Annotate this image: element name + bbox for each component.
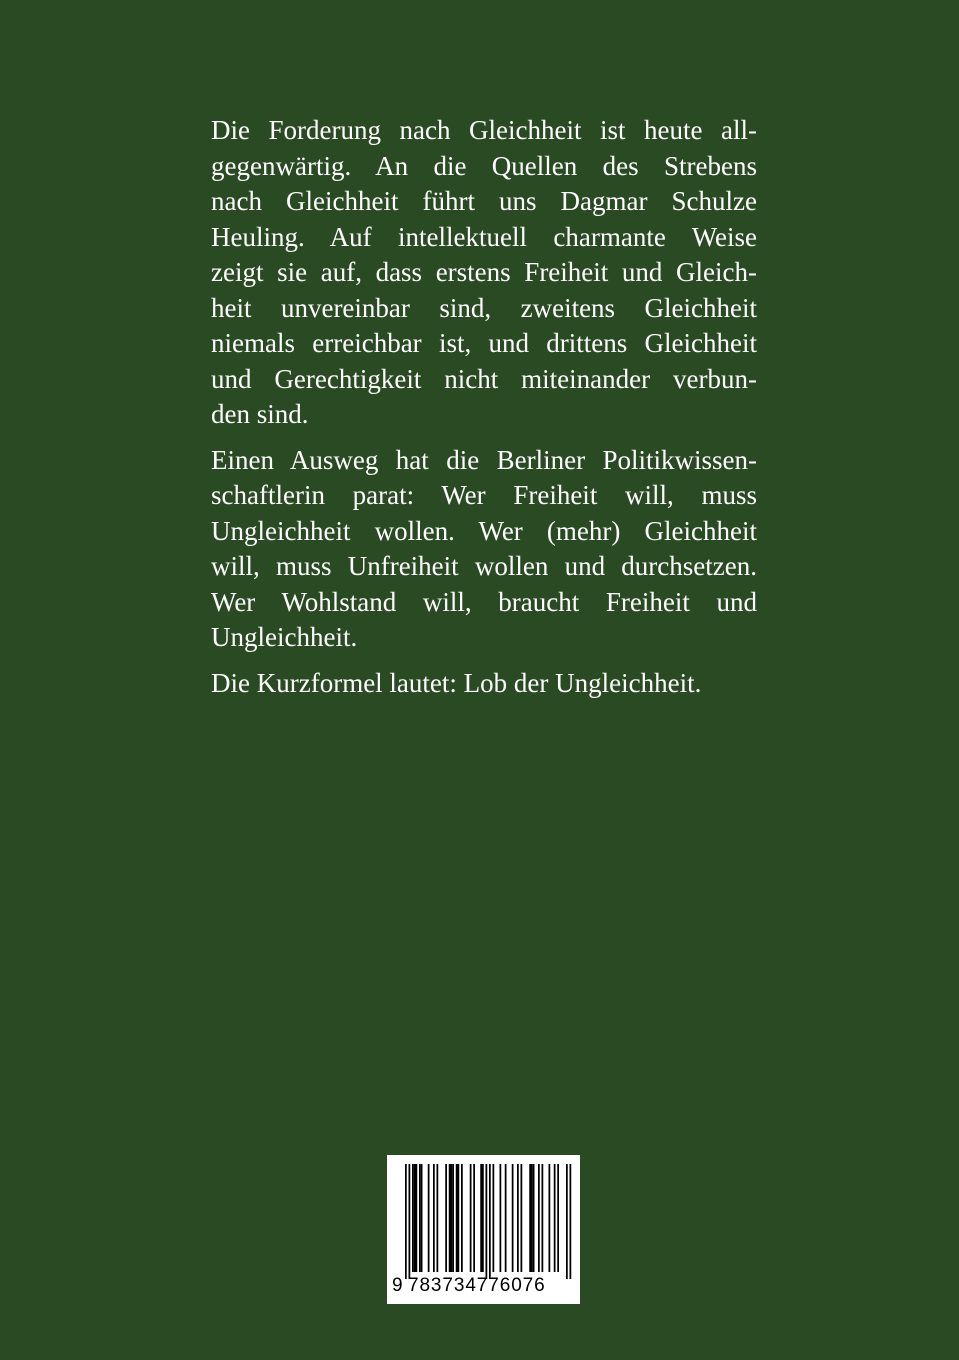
text-line: Einen Ausweg hat die Berliner Politikwissen- xyxy=(211,444,757,475)
text-line: Heuling. Auf intellektuell charmante Weise xyxy=(211,221,757,252)
text-line: will, muss Unfreiheit wollen und durchsetzen. xyxy=(211,551,757,581)
barcode-bar xyxy=(445,1164,447,1272)
barcode-bar xyxy=(493,1164,495,1272)
barcode-bar xyxy=(451,1164,453,1272)
barcode-bar xyxy=(533,1164,535,1272)
barcode-bar xyxy=(419,1164,421,1272)
barcode-bar xyxy=(473,1164,475,1272)
barcode-bar xyxy=(428,1164,430,1272)
barcode-bar xyxy=(549,1164,551,1272)
barcode-bar xyxy=(570,1164,572,1279)
barcode-bar xyxy=(482,1164,484,1272)
barcode-bar xyxy=(416,1164,418,1272)
barcode-number xyxy=(387,1275,580,1299)
barcode-bar xyxy=(538,1164,540,1272)
barcode-bar xyxy=(566,1164,568,1279)
barcode-bar xyxy=(452,1164,454,1272)
barcode-bar xyxy=(505,1164,507,1272)
text-line: Wer Wohlstand will, braucht Freiheit und xyxy=(211,586,757,617)
barcode-bar xyxy=(405,1164,407,1279)
text-line: gegenwärtig. An die Quellen des Strebens xyxy=(211,150,757,181)
barcode-bar xyxy=(489,1164,491,1279)
barcode-lead-digit: 9 xyxy=(392,1275,403,1296)
barcode-bar xyxy=(412,1164,414,1272)
text-line: nach Gleichheit führt uns Dagmar Schulze xyxy=(211,186,757,216)
isbn-barcode xyxy=(387,1155,580,1304)
text-line: den sind. xyxy=(211,399,309,429)
barcode-bar xyxy=(449,1164,451,1272)
barcode-bar xyxy=(470,1164,472,1272)
blurb-paragraph-2 xyxy=(211,443,757,656)
barcode-digits: 783734776076 xyxy=(408,1275,546,1296)
text-line: heit unvereinbar sind, zweitens Gleichheit xyxy=(211,292,757,323)
text-line: niemals erreichbar ist, und drittens Gleichheit xyxy=(211,328,757,358)
barcode-bar xyxy=(414,1164,416,1272)
barcode-bar xyxy=(480,1164,482,1272)
blurb-paragraph-3 xyxy=(211,666,757,702)
barcode-bar xyxy=(521,1164,523,1272)
barcode-bar xyxy=(531,1164,533,1272)
text-line: zeigt sie auf, dass erstens Freiheit und Gleich- xyxy=(211,257,757,287)
barcode-bar xyxy=(409,1164,411,1279)
barcode-bar xyxy=(529,1164,531,1272)
text-line: Ungleichheit. xyxy=(211,622,358,652)
barcode-bar xyxy=(557,1164,559,1272)
barcode-bar xyxy=(500,1164,502,1272)
blurb-paragraph-1 xyxy=(211,113,757,433)
barcode-bar xyxy=(421,1164,423,1272)
barcode-bar xyxy=(517,1164,519,1272)
barcode-bar xyxy=(437,1164,439,1272)
barcode-bar xyxy=(542,1164,544,1272)
blurb-text xyxy=(211,113,757,711)
text-line: schaftlerin parat: Wer Freiheit will, muss xyxy=(211,480,757,510)
barcode-bar xyxy=(458,1164,460,1272)
barcode-bar xyxy=(486,1164,488,1279)
barcode-bar xyxy=(433,1164,435,1272)
text-line: Die Forderung nach Gleichheit ist heute all- xyxy=(211,115,757,145)
text-line: Die Kurzformel lautet: Lob der Ungleichheit. xyxy=(211,667,702,698)
text-line: und Gerechtigkeit nicht miteinander verbun- xyxy=(211,363,757,394)
barcode-bar xyxy=(456,1164,458,1272)
text-line: Ungleichheit wollen. Wer (mehr) Gleichheit xyxy=(211,515,757,546)
barcode-bar xyxy=(461,1164,463,1272)
barcode-bar xyxy=(512,1164,514,1272)
barcode-bar xyxy=(554,1164,556,1272)
